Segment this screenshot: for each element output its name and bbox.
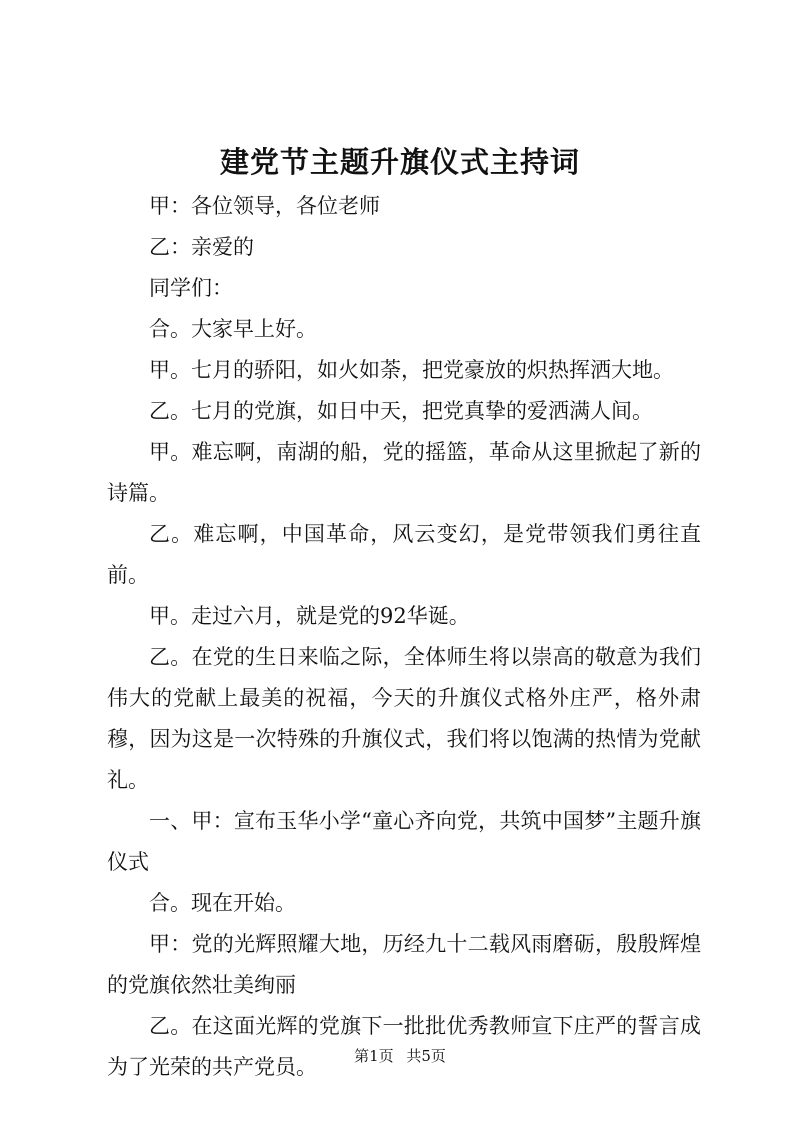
page-number: 第1页 xyxy=(354,1047,394,1065)
paragraph: 同学们： xyxy=(149,276,233,300)
paragraph: 甲。走过六月，就是党的92华诞。 xyxy=(149,604,470,628)
paragraph: 乙。难忘啊，中国革命，风云变幻，是党带领我们勇往直前。 xyxy=(107,522,701,587)
paragraph: 甲：党的光辉照耀大地，历经九十二载风雨磨砺，殷殷辉煌的党旗依然壮美绚丽 xyxy=(107,932,701,997)
page-total: 共5页 xyxy=(406,1047,446,1065)
paragraph: 乙：亲爱的 xyxy=(149,235,254,259)
paragraph: 合。大家早上好。 xyxy=(149,317,317,341)
paragraph: 合。现在开始。 xyxy=(149,891,296,915)
document-title: 建党节主题升旗仪式主持词 xyxy=(219,145,580,179)
paragraph: 甲。七月的骄阳，如火如荼，把党豪放的炽热挥洒大地。 xyxy=(149,358,674,382)
paragraph: 甲：各位领导，各位老师 xyxy=(149,194,380,218)
paragraph: 乙。七月的党旗，如日中天，把党真挚的爱洒满人间。 xyxy=(149,399,653,423)
paragraph: 乙。在这面光辉的党旗下一批批优秀教师宣下庄严的誓言成为了光荣的共产党员。 xyxy=(107,1014,701,1079)
paragraph: 甲。难忘啊，南湖的船，党的摇篮，革命从这里掀起了新的诗篇。 xyxy=(107,440,701,505)
document-body xyxy=(107,186,701,1088)
paragraph: 一、甲：宣布玉华小学“童心齐向党，共筑中国梦”主题升旗仪式 xyxy=(107,809,701,874)
paragraph: 乙。在党的生日来临之际，全体师生将以崇高的敬意为我们伟大的党献上最美的祝福，今天的升旗仪式格外庄严，格外肃穆，因为这是一次特殊的升旗仪式，我们将以饱满的热情为党献礼。 xyxy=(107,645,701,792)
page-footer xyxy=(0,1045,800,1067)
